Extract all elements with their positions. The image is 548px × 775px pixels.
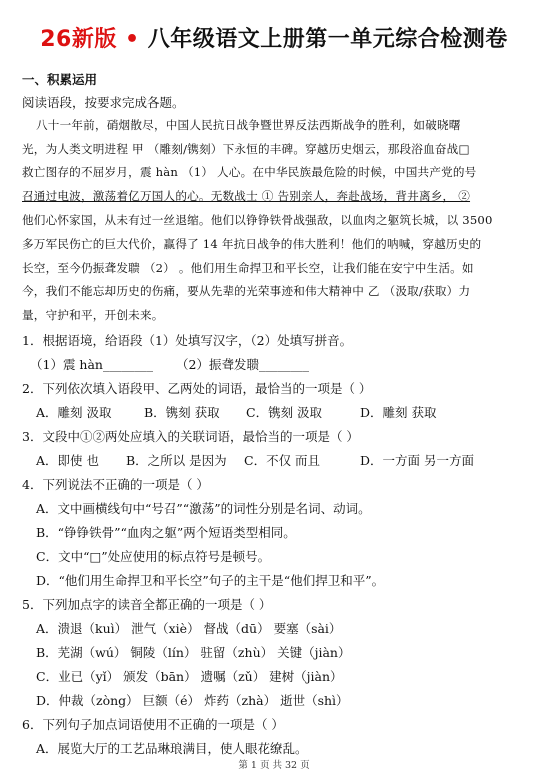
- question-3-option-a[interactable]: A．即使 也: [36, 453, 100, 468]
- question-2-option-d[interactable]: D．雕刻 获取: [360, 405, 437, 420]
- question-6-stem: 6．下列句子加点词语使用不正确的一项是（ ）: [22, 717, 284, 732]
- question-4-stem: 4．下列说法不正确的一项是（ ）: [22, 477, 209, 492]
- question-2-stem: 2．下列依次填入语段甲、乙两处的词语，最恰当的一项是（ ）: [22, 381, 372, 396]
- question-5-option-b[interactable]: B．芜湖（wú） 铜陵（lín） 驻留（zhù） 关键（jiàn）: [36, 645, 351, 660]
- page-footer: 第 1 页 共 32 页: [238, 760, 310, 771]
- question-4-option-c[interactable]: C．文中“□”处应使用的标点符号是顿号。: [36, 549, 271, 564]
- question-4-option-a[interactable]: A．文中画横线句中“号召”“激荡”的词性分别是名词、动词。: [36, 501, 371, 516]
- passage-intro: 阅读语段，按要求完成各题。: [22, 95, 185, 110]
- question-1-blank-2[interactable]: （2）振聋发聩________: [176, 357, 309, 372]
- question-4-option-d[interactable]: D．“他们用生命捍卫和平长空”句子的主干是“他们捍卫和平”。: [36, 573, 385, 588]
- question-5-stem: 5．下列加点字的读音全都正确的一项是（ ）: [22, 597, 272, 612]
- question-2-option-c[interactable]: C．镌刻 汲取: [246, 405, 323, 420]
- passage-line-2: 光，为人类文明进程 甲 （雕刻/镌刻）下永恒的丰碑。穿越历史烟云，那段浴血奋战□: [22, 142, 470, 156]
- question-2-option-b[interactable]: B．镌刻 获取: [144, 405, 220, 420]
- passage-line-8: 今，我们不能忘却历史的伤痛，要从先辈的光荣事迹和伟大精神中 乙 （汲取/获取）力: [22, 284, 471, 298]
- page-title: [0, 22, 548, 53]
- passage-line-5: 他们心怀家国，从未有过一丝退缩。他们以铮铮铁骨战强敌，以血肉之躯筑长城，以 3500: [22, 213, 493, 227]
- section-heading: 一、积累运用: [22, 72, 98, 87]
- passage-line-6: 多万军民伤亡的巨大代价，赢得了 14 年抗日战争的伟大胜利！他们的呐喊，穿越历史的: [22, 237, 482, 251]
- title-dot: •: [125, 27, 140, 52]
- passage-line-7: 长空，至今仍振聋发聩 （2） 。他们用生命捍卫和平长空，让我们能在安宁中生活。如: [22, 261, 474, 275]
- question-6-option-a[interactable]: A．展览大厅的工艺品琳琅满目，使人眼花缭乱。: [36, 741, 308, 756]
- question-2-option-a[interactable]: A．雕刻 汲取: [36, 405, 112, 420]
- passage-line-1: 八十一年前，硝烟散尽，中国人民抗日战争暨世界反法西斯战争的胜利，如破晓曙: [36, 118, 461, 132]
- question-1-blank-1[interactable]: （1）震 hàn________: [30, 357, 153, 372]
- passage-line-9: 量，守护和平，开创未来。: [22, 308, 164, 322]
- question-1-stem: 1．根据语境，给语段（1）处填写汉字，（2）处填写拼音。: [22, 333, 353, 348]
- passage-line-4: 召通过电波，激荡着亿万国人的心。无数战士 ① 告别亲人，奔赴战场，背井离乡， ②: [22, 189, 471, 203]
- question-5-option-d[interactable]: D．仲裁（zòng） 巨额（é） 炸药（zhà） 逝世（shì）: [36, 693, 349, 708]
- question-3-stem: 3．文段中①②两处应填入的关联词语，最恰当的一项是（ ）: [22, 429, 359, 444]
- question-3-option-b[interactable]: B．之所以 是因为: [126, 453, 227, 468]
- question-3-option-c[interactable]: C．不仅 而且: [244, 453, 321, 468]
- question-5-option-a[interactable]: A．溃退（kuì） 泄气（xiè） 督战（dū） 要塞（sài）: [36, 621, 342, 636]
- title-main: 八年级语文上册第一单元综合检测卷: [147, 27, 508, 52]
- question-5-option-c[interactable]: C．业已（yǐ） 颁发（bān） 遗嘱（zǔ） 建树（jiàn）: [36, 669, 343, 684]
- question-4-option-b[interactable]: B．“铮铮铁骨”“血肉之躯”两个短语类型相同。: [36, 525, 296, 540]
- passage-line-3: 救亡图存的不屈岁月，震 hàn （1） 人心。在中华民族最危险的时候，中国共产党的号: [22, 165, 477, 179]
- question-3-option-d[interactable]: D．一方面 另一方面: [360, 453, 474, 468]
- title-prefix: 26新版: [40, 27, 117, 52]
